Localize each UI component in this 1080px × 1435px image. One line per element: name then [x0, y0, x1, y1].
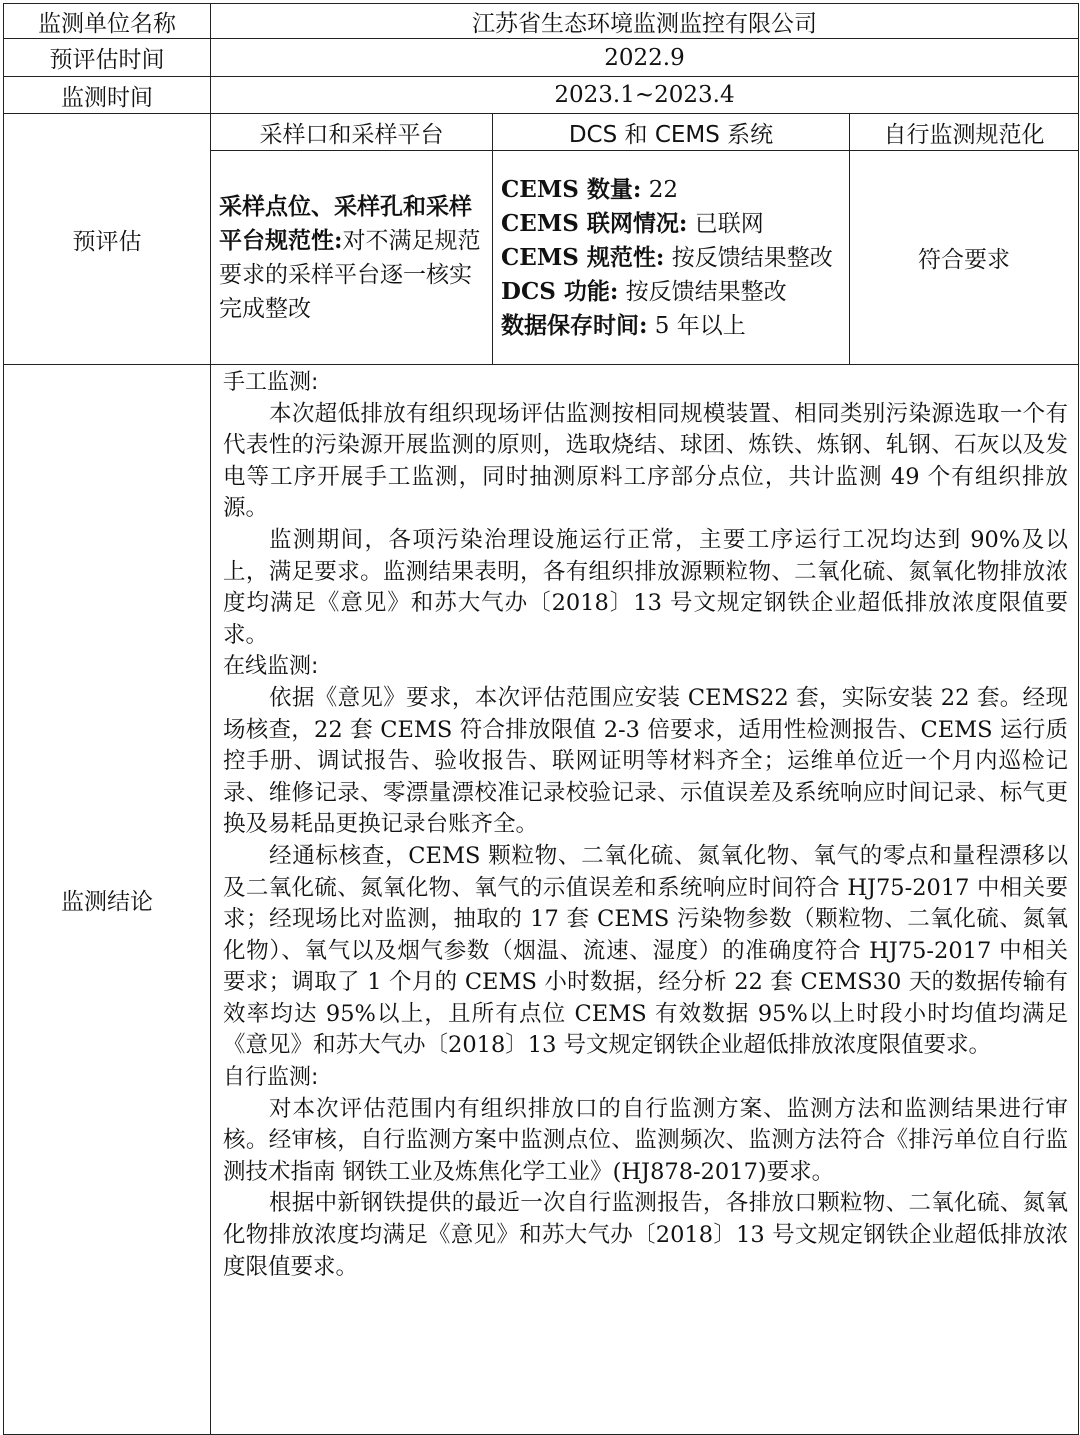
conclusion-body [211, 365, 1079, 1435]
online-paragraph-2: 经通标核查，CEMS 颗粒物、二氧化硫、氮氧化物、氧气的零点和量程漂移以及二氧化硫、氮氧化物、氧气的示值误差和系统响应时间符合 HJ75-2017 中相关要求；经现场比对监测，抽取的 17 套 CEMS 污染物参数（颗粒物、二氧化硫、氮氧化物）、氧气以及烟气参数（烟温、流速、湿度）的准确度符合 HJ75-2017 中相关要求；调取了 1 个月的 CEMS 小时数据，经分析 22 套 CEMS30 天的数据传输有效率均达 95%以上，且所有点位 CEMS 有效数据 95%以上时段小时均值均满足《意见》和苏大气办〔2018〕13 号文规定钢铁企业超低排放浓度限值要求。 [223, 842, 1069, 1059]
self-paragraph-2: 根据中新钢铁提供的最近一次自行监测报告，各排放口颗粒物、二氧化硫、氮氧化物排放浓度均满足《意见》和苏大气办〔2018〕13 号文规定钢铁企业超低排放浓度限值要求。 [223, 1190, 1069, 1280]
row-preassess-header [4, 114, 1079, 151]
header-sampling: 采样口和采样平台 [211, 114, 493, 151]
row-monitor-time [4, 77, 1079, 114]
manual-paragraph-2: 监测期间，各项污染治理设施运行正常，主要工序运行工况均达到 90%及以上，满足要求。监测结果表明，各有组织排放源颗粒物、二氧化硫、氮氧化物排放浓度均满足《意见》和苏大气办〔2018〕13 号文规定钢铁企业超低排放浓度限值要求。 [223, 526, 1069, 648]
header-dcs-cems: DCS 和 CEMS 系统 [493, 114, 850, 151]
sampling-cell [211, 151, 493, 365]
monitor-time-value: 2023.1~2023.4 [211, 77, 1079, 114]
manual-title: 手工监测: [223, 370, 319, 395]
cems-network-line: CEMS 联网情况: 已联网 [501, 209, 764, 237]
online-paragraph-1: 依据《意见》要求，本次评估范围应安装 CEMS22 套，实际安装 22 套。经现场核查，22 套 CEMS 符合排放限值 2-3 倍要求，适用性检测报告、CEMS 运行质控手册、调试报告、验收报告、联网证明等材料齐全；运维单位近一个月内巡检记录、维修记录、零漂量漂校准记录校验记录、示值误差及系统响应时间记录、标气更换及易耗品更换记录台账齐全。 [223, 684, 1069, 838]
assessment-table [3, 3, 1079, 1435]
pre-time-label: 预评估时间 [4, 39, 211, 77]
dcs-cems-cell [493, 151, 850, 365]
dcs-function-line: DCS 功能: 按反馈结果整改 [501, 277, 787, 305]
preassess-label: 预评估 [4, 114, 211, 365]
sampling-text: 对不满足规范要求的采样平台逐一核实完成整改 [219, 227, 481, 322]
manual-paragraph-1: 本次超低排放有组织现场评估监测按相同规模装置、相同类别污染源选取一个有代表性的污染源开展监测的原则，选取烧结、球团、炼铁、炼钢、轧钢、石灰以及发电等工序开展手工监测，同时抽测原料工序部分点位，共计监测 49 个有组织排放源。 [223, 400, 1069, 522]
unit-value: 江苏省生态环境监测监控有限公司 [211, 4, 1079, 39]
sampling-bold: 采样点位、采样孔和采样平台规范性: [219, 192, 472, 254]
unit-label: 监测单位名称 [4, 4, 211, 39]
cems-count-line: CEMS 数量: 22 [501, 175, 678, 203]
self-title: 自行监测: [223, 1065, 319, 1091]
self-paragraph-1: 对本次评估范围内有组织排放口的自行监测方案、监测方法和监测结果进行审核。经审核，自行监测方案中监测点位、监测频次、监测方法符合《排污单位自行监测技术指南 钢铁工业及炼焦化学工业》(HJ878-2017)要求。 [223, 1095, 1069, 1185]
cems-compliance-line: CEMS 规范性: 按反馈结果整改 [501, 243, 833, 271]
row-pre-time [4, 39, 1079, 77]
conclusion-label: 监测结论 [4, 365, 211, 1435]
row-conclusion [4, 365, 1079, 1435]
header-self-monitoring: 自行监测规范化 [850, 114, 1079, 151]
pre-time-value: 2022.9 [211, 39, 1079, 77]
online-title: 在线监测: [223, 654, 319, 680]
data-retention-line: 数据保存时间: 5 年以上 [501, 311, 746, 339]
row-unit [4, 4, 1079, 39]
monitor-time-label: 监测时间 [4, 77, 211, 114]
self-monitoring-result: 符合要求 [850, 151, 1079, 365]
